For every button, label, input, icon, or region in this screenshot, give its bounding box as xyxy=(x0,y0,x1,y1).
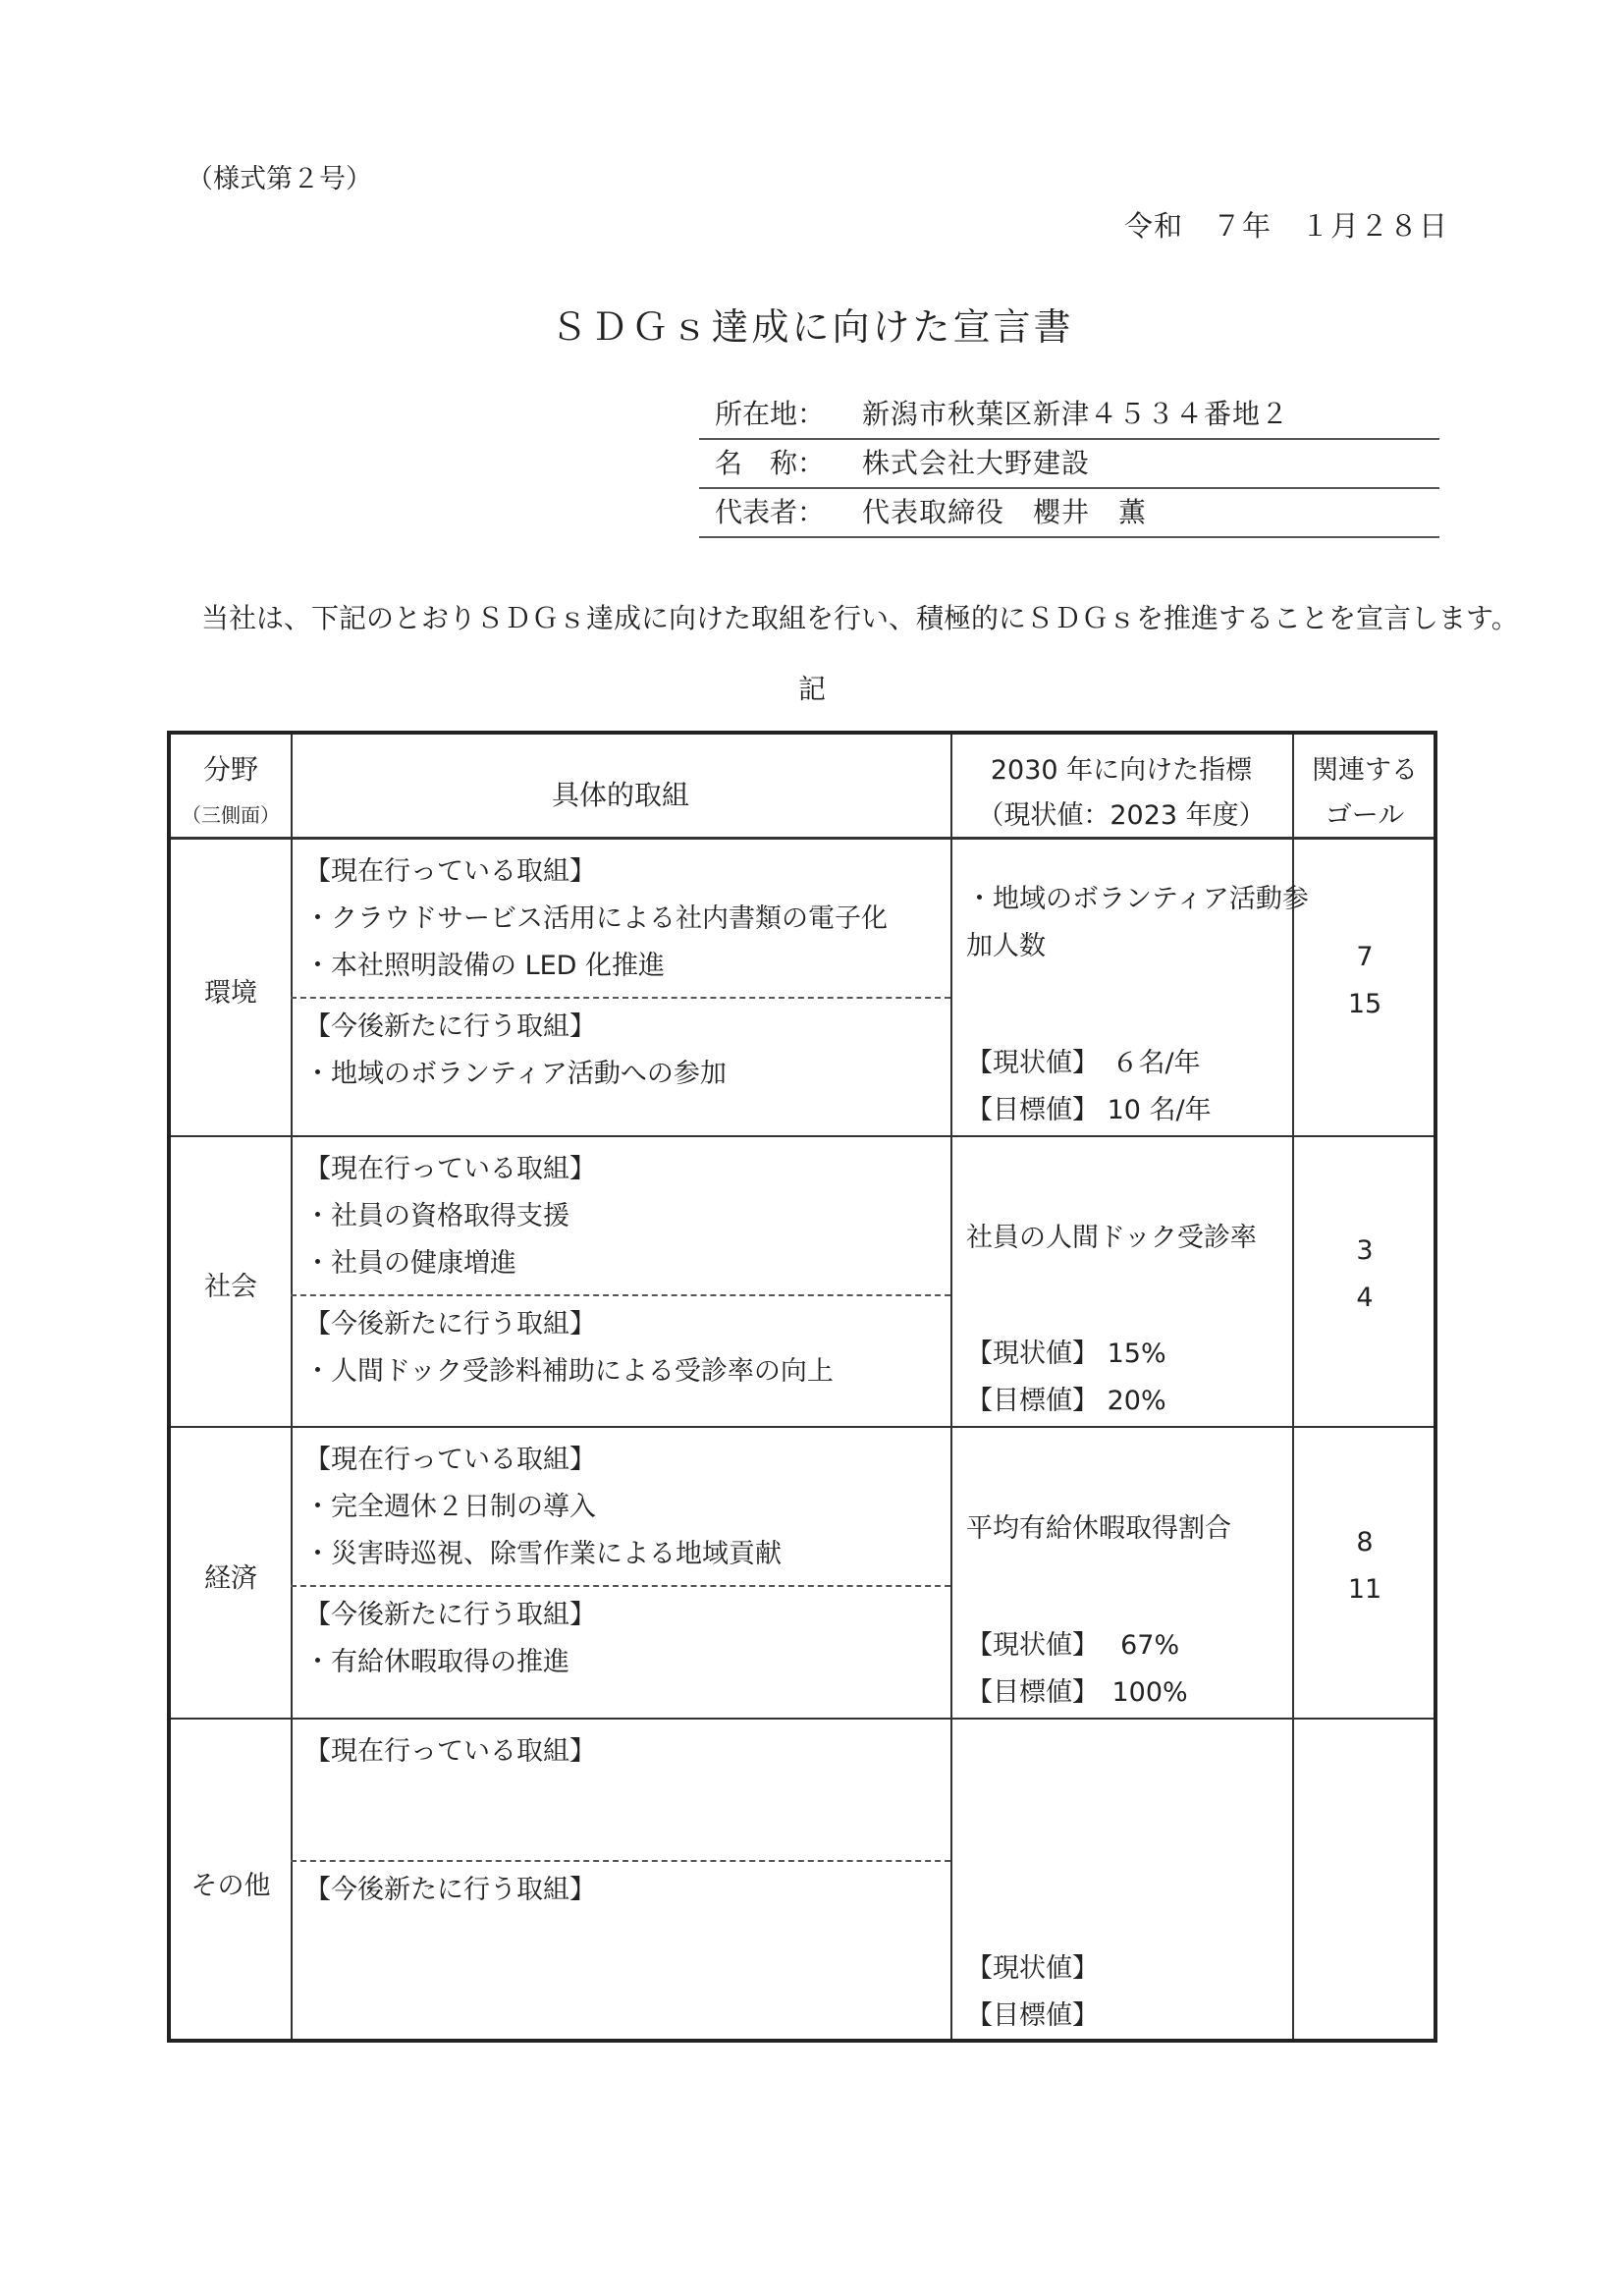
current-action-item: ・完全週休２日制の導入 xyxy=(304,1492,596,1522)
indicator-current-value: 【現状値】 xyxy=(966,1953,1099,1984)
location-value: 新潟市秋葉区新津４５３４番地２ xyxy=(862,398,1290,430)
indicator-current-value: 【現状値】 ６名/年 xyxy=(966,1048,1201,1078)
row-divider xyxy=(171,1718,1434,1720)
indicator-target-value: 【目標値】 10 名/年 xyxy=(966,1095,1212,1125)
document-date: 令和 ７年 １月２８日 xyxy=(1124,209,1449,243)
goal-number: 8 xyxy=(1356,1526,1374,1558)
row-divider xyxy=(171,1135,1434,1137)
new-actions-label: 【今後新たに行う取組】 xyxy=(304,1875,596,1905)
indicator-text: 加人数 xyxy=(966,931,1046,961)
section-divider xyxy=(291,1294,950,1296)
field-label: 社会 xyxy=(204,1272,257,1302)
section-divider xyxy=(291,1585,950,1587)
current-action-item: ・災害時巡視、除雪作業による地域貢献 xyxy=(304,1539,782,1569)
current-action-item: ・クラウドサービス活用による社内書類の電子化 xyxy=(304,903,888,934)
goal-number: 15 xyxy=(1347,988,1382,1019)
section-divider xyxy=(291,997,950,999)
name-value: 株式会社大野建設 xyxy=(862,447,1091,479)
section-divider xyxy=(291,1860,950,1862)
header-actions: 具体的取組 xyxy=(551,779,689,811)
header-field: 分野 xyxy=(202,753,258,786)
header-field-sub: （三側面） xyxy=(182,803,280,827)
header-indicator-line1: 2030 年に向けた指標 xyxy=(990,755,1253,786)
header-goal-line2: ゴール xyxy=(1325,800,1405,831)
indicator-target-value: 【目標値】 20% xyxy=(966,1386,1166,1416)
current-actions-label: 【現在行っている取組】 xyxy=(304,1154,596,1184)
representative-row xyxy=(699,489,1439,538)
current-actions-label: 【現在行っている取組】 xyxy=(304,1445,596,1475)
current-action-item: ・本社照明設備の LED 化推進 xyxy=(304,951,666,981)
row-divider xyxy=(171,1426,1434,1428)
column-divider xyxy=(1292,735,1294,2039)
new-action-item: ・人間ドック受診料補助による受診率の向上 xyxy=(304,1356,834,1387)
name-row xyxy=(699,440,1439,489)
current-action-item: ・社員の健康増進 xyxy=(304,1248,516,1279)
indicator-target-value: 【目標値】 xyxy=(966,2000,1099,2031)
column-divider xyxy=(291,735,293,2039)
goal-number: 4 xyxy=(1356,1283,1374,1313)
location-row xyxy=(699,391,1439,440)
goal-number: 3 xyxy=(1356,1235,1374,1266)
new-action-item: ・地域のボランティア活動への参加 xyxy=(304,1059,727,1089)
page-title: ＳＤＧｓ達成に向けた宣言書 xyxy=(550,305,1074,349)
field-label: 環境 xyxy=(204,977,257,1009)
new-actions-label: 【今後新たに行う取組】 xyxy=(304,1600,596,1630)
location-label: 所在地： xyxy=(715,398,826,430)
new-action-item: ・有給休暇取得の推進 xyxy=(304,1647,569,1677)
current-actions-label: 【現在行っている取組】 xyxy=(304,1736,596,1767)
goal-number: 11 xyxy=(1347,1573,1382,1605)
sdgs-table xyxy=(167,731,1437,2043)
indicator-text: 社員の人間ドック受診率 xyxy=(966,1223,1257,1253)
current-actions-label: 【現在行っている取組】 xyxy=(304,856,596,887)
indicator-target-value: 【目標値】 100% xyxy=(966,1677,1188,1708)
representative-label: 代表者： xyxy=(715,496,826,528)
header-goal-line1: 関連する xyxy=(1312,755,1418,786)
field-label: その他 xyxy=(190,1870,271,1901)
field-label: 経済 xyxy=(204,1562,257,1594)
goal-number: 7 xyxy=(1356,941,1374,972)
ki-heading: 記 xyxy=(797,673,826,705)
column-divider xyxy=(950,735,952,2039)
indicator-current-value: 【現状値】 15% xyxy=(966,1339,1166,1369)
indicator-text: ・地域のボランティア活動参 xyxy=(966,884,1309,914)
representative-value: 代表取締役 櫻井 薫 xyxy=(862,496,1148,528)
indicator-current-value: 【現状値】 67% xyxy=(966,1630,1180,1661)
form-number: （様式第２号） xyxy=(187,164,372,194)
new-actions-label: 【今後新たに行う取組】 xyxy=(304,1011,596,1042)
declaration-text: 当社は、下記のとおりＳＤＧｓ達成に向けた取組を行い、積極的にＳＤＧｓを推進することを宣言します。 xyxy=(201,602,1519,634)
header-divider xyxy=(171,837,1434,840)
name-label: 名 称： xyxy=(715,447,826,479)
header-indicator-line2: （現状値：2023 年度） xyxy=(977,800,1266,831)
new-actions-label: 【今後新たに行う取組】 xyxy=(304,1309,596,1339)
current-action-item: ・社員の資格取得支援 xyxy=(304,1201,569,1231)
indicator-text: 平均有給休暇取得割合 xyxy=(966,1513,1231,1544)
company-info-block xyxy=(699,391,1439,538)
